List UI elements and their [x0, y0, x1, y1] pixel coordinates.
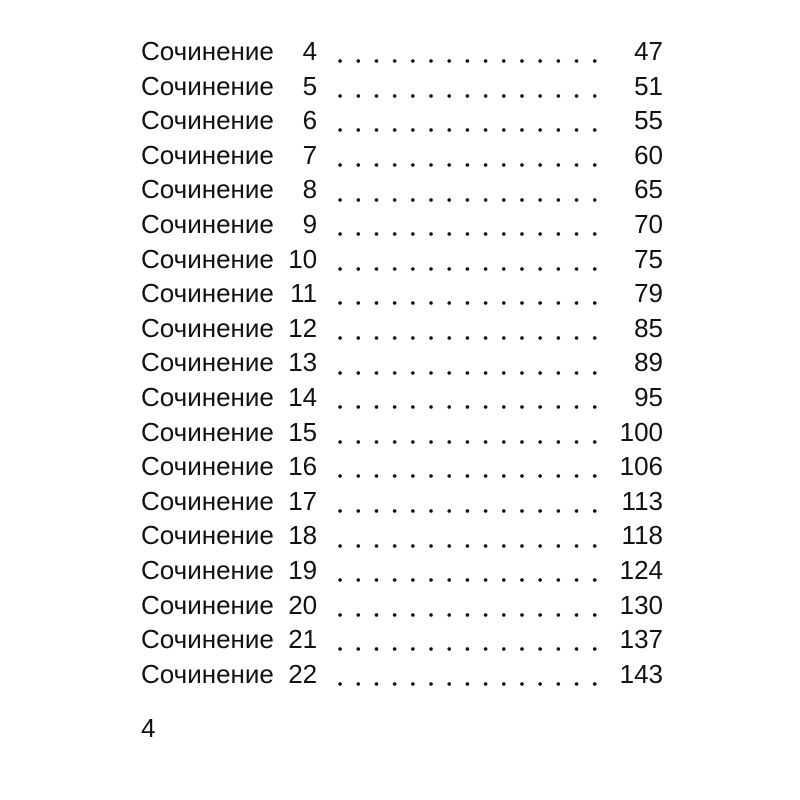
toc-entry[interactable]: [141, 311, 663, 346]
toc-entry-title: [141, 276, 317, 311]
dot-leader: [331, 661, 607, 687]
toc-entry-page: 85: [634, 312, 663, 343]
toc-entry-title-text: Сочинение: [141, 381, 274, 412]
toc-entry-page: 137: [619, 624, 663, 655]
toc-entry-title-text: Сочинение: [141, 243, 274, 274]
toc-entry-number: 16: [288, 451, 318, 482]
dot-leader: [331, 488, 607, 514]
dot-leader: [331, 73, 607, 99]
toc-entry-number: 21: [288, 624, 318, 655]
dot-leader: [331, 384, 607, 410]
table-of-contents: [141, 34, 663, 691]
toc-entry[interactable]: [141, 553, 663, 588]
toc-entry-page: 130: [619, 589, 663, 620]
toc-entry-title-text: Сочинение: [141, 520, 274, 551]
toc-entry-title-text: Сочинение: [141, 36, 274, 66]
toc-entry[interactable]: [141, 34, 663, 69]
toc-entry-page: 79: [634, 278, 663, 309]
toc-entry-page: 118: [621, 520, 663, 551]
toc-entry-title: [141, 172, 317, 207]
dot-leader: [331, 177, 607, 203]
toc-entry[interactable]: [141, 449, 663, 484]
toc-entry-title-text: Сочинение: [141, 554, 274, 585]
toc-entry-title-text: Сочинение: [141, 208, 274, 239]
toc-entry-page: 75: [634, 243, 663, 274]
page-number: 4: [141, 713, 156, 743]
toc-entry-title: [141, 242, 317, 277]
toc-entry-title: [141, 484, 317, 519]
toc-entry-title-text: Сочинение: [141, 624, 274, 655]
dot-leader: [331, 246, 607, 272]
toc-entry[interactable]: [141, 172, 663, 207]
toc-entry[interactable]: [141, 276, 663, 311]
toc-entry-title-text: Сочинение: [141, 312, 274, 343]
toc-entry[interactable]: [141, 622, 663, 657]
toc-entry-number: 19: [288, 554, 318, 585]
toc-entry[interactable]: [141, 588, 663, 623]
toc-entry-page: 70: [634, 208, 663, 239]
dot-leader: [331, 280, 607, 306]
toc-entry-title-text: Сочинение: [141, 589, 274, 620]
toc-entry-page: 124: [619, 554, 663, 585]
toc-entry-title: [141, 657, 317, 692]
toc-entry-number: 6: [302, 105, 318, 136]
toc-entry-number: 12: [288, 312, 318, 343]
toc-entry[interactable]: [141, 518, 663, 553]
toc-entry-title-text: Сочинение: [141, 416, 274, 447]
toc-entry-title-text: Сочинение: [141, 278, 274, 309]
toc-entry-title: [141, 345, 317, 380]
dot-leader: [331, 592, 607, 618]
dot-leader: [331, 557, 607, 583]
toc-entry-page: 47: [634, 36, 663, 66]
toc-entry[interactable]: [141, 242, 663, 277]
toc-entry-title: [141, 553, 317, 588]
toc-entry[interactable]: [141, 103, 663, 138]
toc-entry-title: [141, 622, 317, 657]
toc-entry-title-text: Сочинение: [141, 347, 274, 378]
toc-entry-number: 10: [288, 243, 318, 274]
toc-entry-title-text: Сочинение: [141, 174, 274, 205]
toc-entry-number: 22: [288, 658, 318, 689]
toc-entry-page: 51: [634, 70, 663, 101]
toc-entry-number: 4: [302, 36, 318, 66]
toc-entry-title: [141, 380, 317, 415]
toc-entry-number: 11: [290, 278, 318, 309]
toc-entry-title: [141, 518, 317, 553]
toc-entry-page: 143: [619, 658, 663, 689]
toc-entry[interactable]: [141, 657, 663, 692]
toc-entry-title-text: Сочинение: [141, 658, 274, 689]
toc-entry[interactable]: [141, 380, 663, 415]
toc-entry-number: 15: [288, 416, 318, 447]
toc-entry-page: 95: [634, 381, 663, 412]
toc-entry-page: 55: [634, 105, 663, 136]
dot-leader: [331, 350, 607, 376]
toc-entry-page: 106: [619, 451, 663, 482]
toc-entry-number: 17: [288, 485, 318, 516]
toc-entry-page: 60: [634, 139, 663, 170]
toc-entry-title: [141, 311, 317, 346]
toc-entry-page: 113: [621, 485, 663, 516]
toc-entry-title-text: Сочинение: [141, 485, 274, 516]
toc-entry-title: [141, 69, 317, 104]
toc-entry-title: [141, 207, 317, 242]
toc-entry[interactable]: [141, 415, 663, 450]
toc-entry-title-text: Сочинение: [141, 451, 274, 482]
toc-entry-page: 65: [634, 174, 663, 205]
toc-entry-page: 89: [634, 347, 663, 378]
toc-entry-page: 100: [619, 416, 663, 447]
toc-entry-title-text: Сочинение: [141, 70, 274, 101]
toc-entry[interactable]: [141, 484, 663, 519]
toc-entry-number: 14: [288, 381, 318, 412]
toc-entry-number: 18: [288, 520, 318, 551]
toc-entry-number: 5: [302, 70, 318, 101]
toc-entry[interactable]: [141, 138, 663, 173]
toc-entry[interactable]: [141, 207, 663, 242]
toc-entry-number: 13: [288, 347, 318, 378]
dot-leader: [331, 315, 607, 341]
toc-entry-number: 20: [288, 589, 318, 620]
toc-entry-number: 8: [302, 174, 318, 205]
toc-entry-title: [141, 34, 317, 69]
toc-entry-title: [141, 449, 317, 484]
dot-leader: [331, 142, 607, 168]
dot-leader: [331, 626, 607, 652]
toc-entry-title: [141, 138, 317, 173]
toc-entry[interactable]: [141, 69, 663, 104]
toc-entry[interactable]: [141, 345, 663, 380]
dot-leader: [331, 523, 607, 549]
toc-entry-number: 7: [302, 139, 318, 170]
dot-leader: [331, 453, 607, 479]
dot-leader: [331, 211, 607, 237]
toc-entry-title: [141, 415, 317, 450]
dot-leader: [331, 107, 607, 133]
toc-entry-number: 9: [302, 208, 318, 239]
dot-leader: [331, 419, 607, 445]
toc-entry-title-text: Сочинение: [141, 105, 274, 136]
toc-entry-title-text: Сочинение: [141, 139, 274, 170]
dot-leader: [331, 38, 607, 64]
toc-entry-title: [141, 588, 317, 623]
toc-entry-title: [141, 103, 317, 138]
